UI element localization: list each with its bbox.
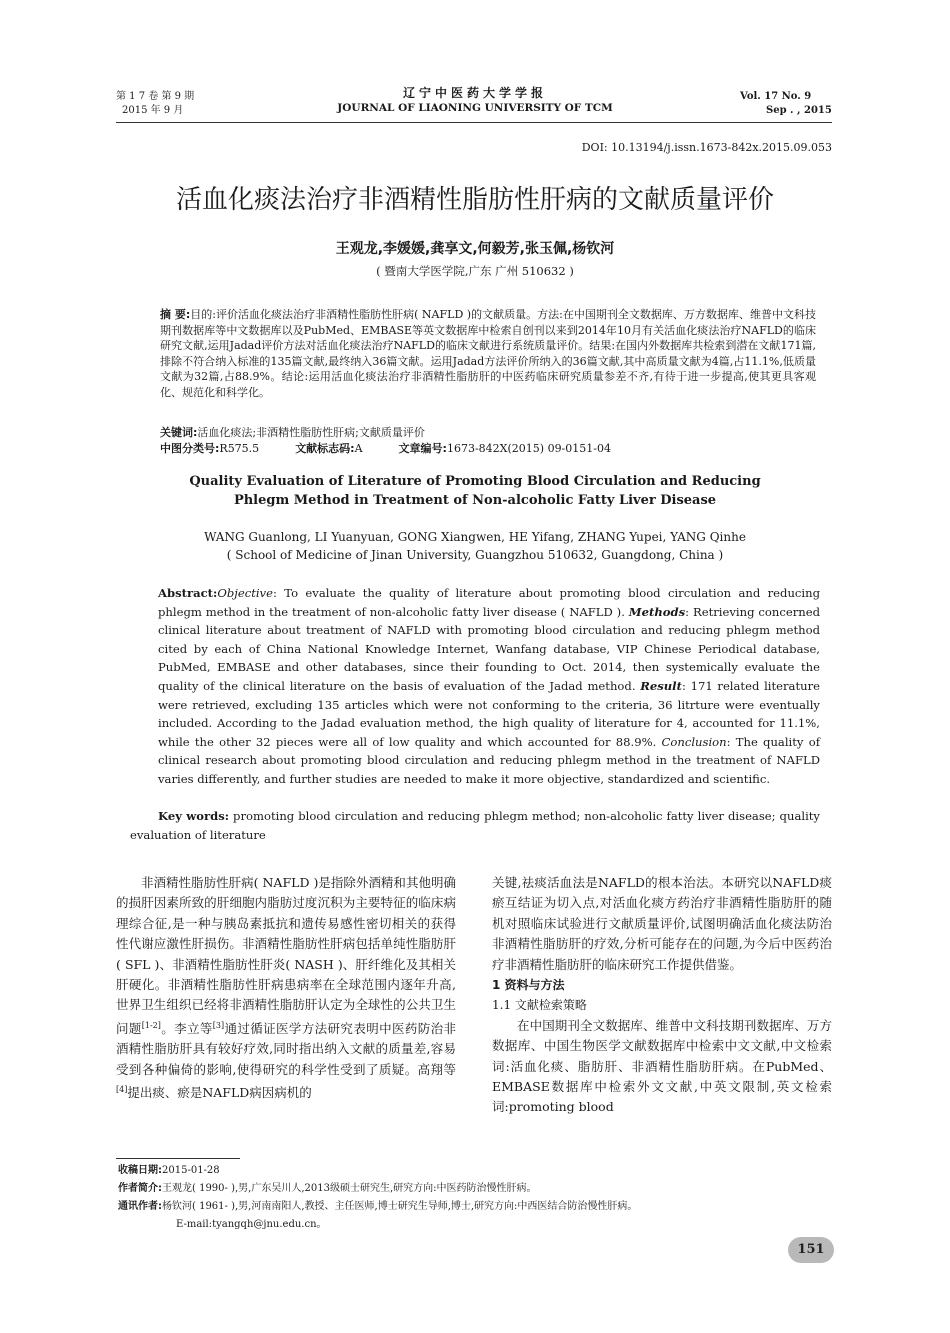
- title-en-line2: Phlegm Method in Treatment of Non-alcoholic Fatty Liver Disease: [233, 493, 717, 508]
- citation: [4]: [116, 1085, 128, 1095]
- abstract-en-label: Abstract:: [158, 586, 218, 600]
- header-date-en: Sep . , 2015: [766, 105, 832, 116]
- article-title: 活血化痰法治疗非酒精性脂肪性肝病的文献质量评价: [175, 185, 774, 215]
- body-text: 提出痰、瘀是NAFLD病因病机的: [127, 1085, 312, 1101]
- title-en: [130, 472, 820, 510]
- header-journal: [310, 86, 640, 116]
- keywords-en: [130, 807, 820, 844]
- received-date: 2015-01-28: [162, 1165, 220, 1176]
- keywords-en-text: promoting blood circulation and reducing phlegm method; non-alcoholic fatty liver disease; quality evaluation of literature: [130, 809, 820, 842]
- footnote-received: [118, 1163, 838, 1178]
- citation: [1-2]: [141, 1020, 161, 1030]
- body-paragraph: 关键,祛痰活血法是NAFLD的根本治法。本研究以NAFLD痰瘀互结证为切入点,对活血化痰方药治疗非酒精性脂肪肝的随机对照临床试验进行文献质量评价,试图明确活血化痰法防治非酒精性脂肪肝的疗效,分析可能存在的问题,为今后中医药治疗非酒精性脂肪肝的临床研究工作提供借鉴。: [492, 875, 832, 972]
- subsection-heading: 1.1 文献检索策略: [492, 998, 587, 1013]
- affiliation: ( 暨南大学医学院,广东 广州 510632 ): [376, 264, 574, 278]
- header-volume-info: [740, 90, 840, 118]
- journal-name-en: JOURNAL OF LIAONING UNIVERSITY OF TCM: [337, 102, 613, 114]
- abstract-en-body: [130, 584, 820, 789]
- header-divider: [116, 122, 832, 123]
- objective-label: Objective: [217, 586, 273, 600]
- body-paragraph: 在中国期刊全文数据库、维普中文科技期刊数据库、万方数据库、中国生物医学文献数据库中检索中文文献,中文检索词:活血化痰、脂肪肝、非酒精性脂肪肝病。在PubMed、EMBASE数据库中检索外文文献,中英文限制,英文检索词:promoting blood: [492, 1017, 832, 1115]
- body-text: 。李立等: [160, 1021, 213, 1036]
- body-column-left: [116, 873, 456, 1104]
- clc-label: 中图分类号:: [160, 442, 220, 455]
- abstract-cn-body: [116, 307, 816, 401]
- received-label: 收稿日期:: [118, 1165, 162, 1176]
- doc-code-label: 文献标志码:: [295, 442, 355, 455]
- author-bio: 王观龙( 1990- ),男,广东吴川人,2013级硕士研究生,研究方向:中医药防治慢性肝病。: [162, 1183, 537, 1194]
- corresponding-label: 通讯作者:: [118, 1201, 162, 1212]
- result-label: Result: [640, 678, 682, 693]
- doc-code-value: A: [354, 442, 363, 455]
- classification-line: [160, 441, 820, 456]
- footnote-author: [118, 1181, 838, 1196]
- conclusion-label: Conclusion: [661, 734, 727, 749]
- footnote-divider: [116, 1158, 240, 1159]
- body-paragraph: [116, 873, 456, 1104]
- journal-name-cn: 辽宁中医药大学学报: [402, 86, 547, 100]
- affiliation-en: ( School of Medicine of Jinan University, Guangzhou 510632, Guangdong, China ): [226, 548, 724, 562]
- corresponding-bio: 杨钦河( 1961- ),男,河南南阳人,教授、主任医师,博士研究生导师,博士,研究方向:中西医结合防治慢性肝病。: [162, 1201, 638, 1212]
- header-volume-cn: 第 1 7 卷 第 9 期: [116, 91, 195, 102]
- page-number: 151: [788, 1237, 834, 1263]
- header-issue-info: [116, 90, 276, 118]
- title-en-line1: Quality Evaluation of Literature of Promoting Blood Circulation and Reducing: [189, 474, 761, 489]
- body-text: 通过循证医学方法研究表明中医药防治非酒精性脂肪肝具有较好疗效,同时指出纳入文献的质量差,容易受到各种偏倚的影响,使得研究的科学性受到了质疑。高翔等: [116, 1021, 456, 1077]
- section-heading: 1 资料与方法: [492, 978, 565, 993]
- authors-en: WANG Guanlong, LI Yuanyuan, GONG Xiangwen, HE Yifang, ZHANG Yupei, YANG Qinhe: [204, 530, 746, 544]
- article-number-label: 文章编号:: [398, 442, 447, 455]
- result-text: : 171 related literature were retrieved, excluding 135 articles which were not conforming to the criteria, 36 litrture were eventually included. According to the Jadad evaluation method, the high quality of literature for 4, accounted for 11.1%, while the other 32 pieces were all of low quality and which accounted for 88.9%.: [158, 678, 820, 749]
- doi: DOI: 10.13194/j.issn.1673-842x.2015.09.053: [581, 141, 832, 154]
- body-column-right: [492, 873, 832, 1118]
- article-number-value: 1673-842X(2015) 09-0151-04: [446, 442, 611, 455]
- abstract-cn-label: 摘 要:: [160, 308, 191, 321]
- keywords-cn-label: 关键词:: [160, 426, 198, 439]
- body-text: 非酒精性脂肪性肝病( NAFLD )是指除外酒精和其他明确的损肝因素所致的肝细胞内脂肪过度沉积为主要特征的临床病理综合征,是一种与胰岛素抵抗和遗传易感性密切相关的获得性代谢应激性肝损伤。非酒精性脂肪性肝病包括单纯性脂肪肝( SFL )、非酒精性脂肪性肝炎( NASH )、肝纤维化及其相关肝硬化。非酒精性脂肪性肝病患病率在全球范围内逐年升高,世界卫生组织已经将非酒精性脂肪肝认定为全球性的公共卫生问题: [116, 875, 456, 1036]
- methods-text: : Retrieving concerned clinical literature about treatment of NAFLD with promoting blood circulation and reducing phlegm method cited by each of China National Knowledge Internet, Wanfang database, VIP Chinese Periodical database, PubMed, EMBASE and other databases, since their founding to Oct. 2014, then systemically evaluate the quality of the clinical literature on the basis of evaluation of the Jadad method.: [158, 604, 820, 693]
- methods-label: Methods: [628, 604, 686, 619]
- clc-value: R575.5: [219, 442, 260, 455]
- abstract-cn: [116, 307, 816, 401]
- objective-text: : To evaluate the quality of literature about promoting blood circulation and reducing phlegm method in the treatment of non-alcoholic fatty liver disease ( NAFLD ).: [158, 586, 820, 619]
- header-volume-en: Vol. 17 No. 9: [740, 91, 812, 102]
- author-bio-label: 作者简介:: [118, 1183, 162, 1194]
- keywords-en-label: Key words:: [158, 809, 230, 823]
- conclusion-text: : The quality of clinical research about promoting blood circulation and reducing phlegm method in the treatment of NAFLD varies differently, and further studies are needed to make it more objective, standardized and scientific.: [158, 734, 820, 786]
- keywords-cn: [160, 425, 820, 440]
- header-date-cn: 2015 年 9 月: [122, 105, 184, 116]
- footnote-corresponding: [118, 1199, 838, 1214]
- citation: [3]: [212, 1020, 225, 1030]
- abstract-en: [130, 584, 820, 789]
- author-list: 王观龙,李媛媛,龚享文,何毅芳,张玉佩,杨钦河: [335, 241, 615, 257]
- abstract-cn-text: 目的:评价活血化痰法治疗非酒精性脂肪性肝病( NAFLD )的文献质量。方法:在中国期刊全文数据库、万方数据库、维普中文科技期刊数据库等中文数据库以及PubMed、EMBASE等英文数据库中检索自创刊以来到2014年10月有关活血化痰法治疗NAFLD的临床研究文献,运用Jadad评价方法对活血化痰法治疗NAFLD的临床文献进行系统质量评价。结果:在国内外数据库共检索到潜在文献171篇,排除不符合纳入标准的135篇文献,最终纳入36篇文献。运用Jadad方法评价所纳入的36篇文献,其中高质量文献为4篇,占11.1%,低质量文献为32篇,占88.9%。结论:运用活血化痰法治疗非酒精性脂肪肝的中医药临床研究质量参差不齐,有待于进一步提高,使其更具客观化、规范化和科学化。: [160, 308, 817, 399]
- footnote-email: E-mail:tyangqh@jnu.edu.cn。: [176, 1219, 327, 1230]
- keywords-cn-text: 活血化痰法;非酒精性脂肪性肝病;文献质量评价: [197, 426, 425, 439]
